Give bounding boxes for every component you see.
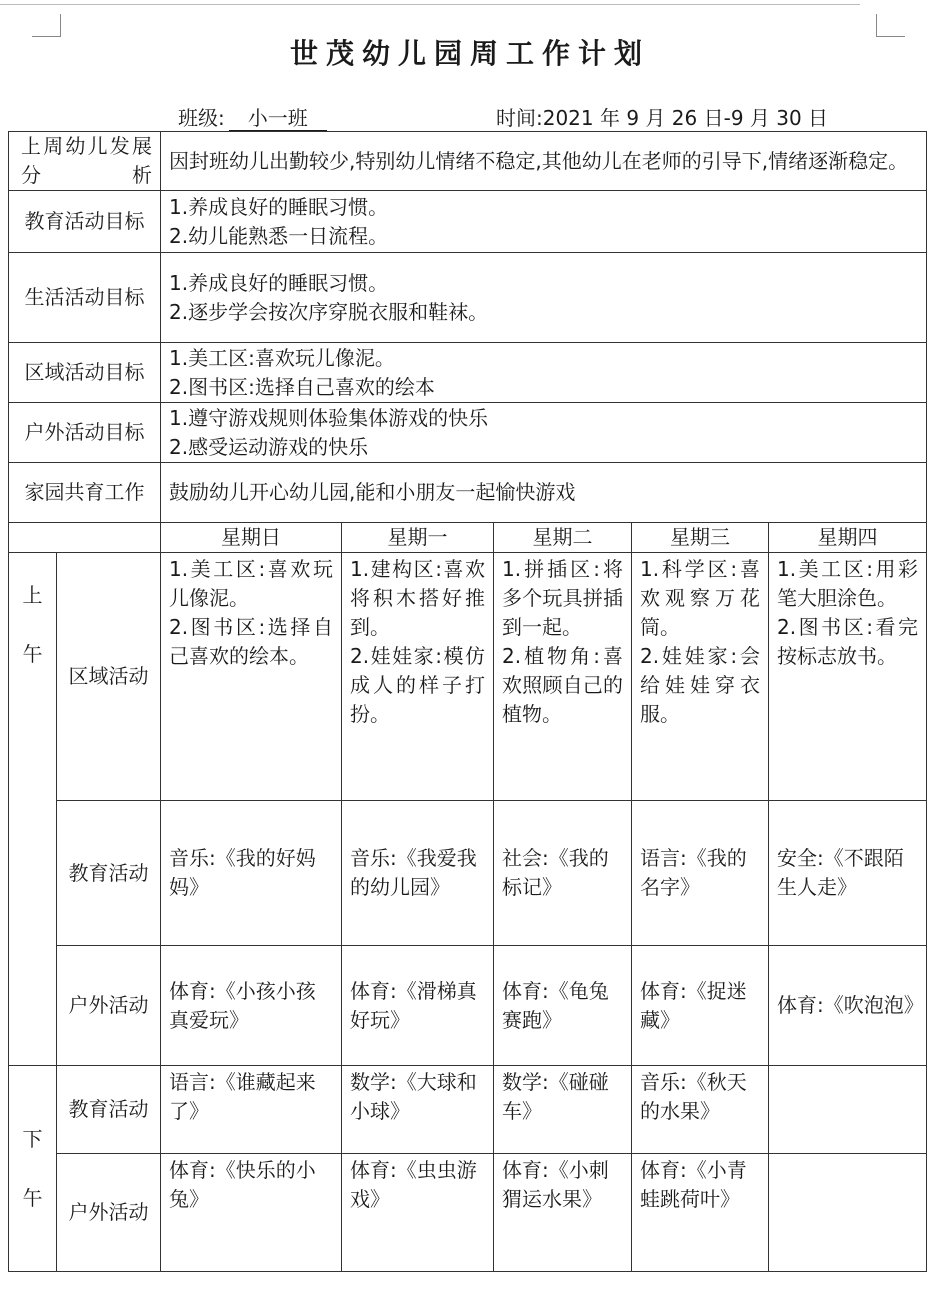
class-label: 班级: xyxy=(178,106,225,130)
label-home-coop: 家园共育工作 xyxy=(9,463,161,523)
label-edu-goal: 教育活动目标 xyxy=(9,191,161,253)
morning-label: 上 午 xyxy=(22,583,43,666)
row-morning-outdoor xyxy=(9,946,927,1066)
class-value: 小一班 xyxy=(229,106,327,131)
label-life-goal: 生活活动目标 xyxy=(9,253,161,343)
row-edu-goal xyxy=(9,191,927,253)
area-goal-line-1: 1.美工区:喜欢玩儿像泥。 xyxy=(169,345,395,370)
label-afternoon-outdoor: 户外活动 xyxy=(57,1154,161,1272)
row-afternoon-outdoor xyxy=(9,1154,927,1272)
content-home-coop: 鼓励幼儿开心幼儿园,能和小朋友一起愉快游戏 xyxy=(161,463,927,523)
edu-goal-line-1: 1.养成良好的睡眠习惯。 xyxy=(169,194,389,219)
morning-section-label xyxy=(9,553,57,1066)
cell-morning-edu-monday: 音乐:《我爱我的幼儿园》 xyxy=(342,801,494,946)
cell-morning-edu-thursday: 安全:《不跟陌生人走》 xyxy=(769,801,927,946)
label-morning-education: 教育活动 xyxy=(57,801,161,946)
edu-goal-line-2: 2.幼儿能熟悉一日流程。 xyxy=(169,223,389,248)
row-home-coop xyxy=(9,463,927,523)
cell-morning-area-wednesday: 1.科学区:喜欢观察万花筒。 2.娃娃家:会给娃娃穿衣服。 xyxy=(632,553,769,801)
area-goal-line-2: 2.图书区:选择自己喜欢的绘本 xyxy=(169,374,435,399)
cell-afternoon-edu-wednesday: 音乐:《秋天的水果》 xyxy=(632,1066,769,1154)
cell-morning-outdoor-thursday: 体育:《吹泡泡》 xyxy=(769,946,927,1066)
content-edu-goal xyxy=(161,191,927,253)
cell-morning-area-thursday: 1.美工区:用彩笔大胆涂色。 2.图书区:看完按标志放书。 xyxy=(769,553,927,801)
day-header-wednesday: 星期三 xyxy=(632,523,769,553)
cell-afternoon-outdoor-wednesday: 体育:《小青蛙跳荷叶》 xyxy=(632,1154,769,1272)
time-info: 时间:2021 年 9 月 26 日-9 月 30 日 xyxy=(496,106,829,130)
content-last-week: 因封班幼儿出勤较少,特别幼儿情绪不稳定,其他幼儿在老师的引导下,情绪逐渐稳定。 xyxy=(161,132,927,191)
life-goal-line-2: 2.逐步学会按次序穿脱衣服和鞋袜。 xyxy=(169,299,489,324)
content-life-goal xyxy=(161,253,927,343)
life-goal-line-1: 1.养成良好的睡眠习惯。 xyxy=(169,270,389,295)
cell-morning-edu-sunday: 音乐:《我的好妈妈》 xyxy=(161,801,342,946)
cell-morning-area-tuesday: 1.拼插区:将多个玩具拼插到一起。 2.植物角:喜欢照顾自己的植物。 xyxy=(494,553,632,801)
cell-afternoon-edu-sunday: 语言:《谁藏起来了》 xyxy=(161,1066,342,1154)
row-outdoor-goal xyxy=(9,403,927,463)
outdoor-goal-line-1: 1.遵守游戏规则体验集体游戏的快乐 xyxy=(169,405,489,430)
weekly-plan-table xyxy=(8,131,927,1272)
scan-top-line xyxy=(0,4,860,5)
day-header-monday: 星期一 xyxy=(342,523,494,553)
cell-afternoon-outdoor-thursday xyxy=(769,1154,927,1272)
row-area-goal xyxy=(9,343,927,403)
label-afternoon-education: 教育活动 xyxy=(57,1066,161,1154)
content-outdoor-goal xyxy=(161,403,927,463)
label-outdoor-goal: 户外活动目标 xyxy=(9,403,161,463)
cell-afternoon-edu-tuesday: 数学:《碰碰车》 xyxy=(494,1066,632,1154)
day-header-thursday: 星期四 xyxy=(769,523,927,553)
cell-morning-outdoor-wednesday: 体育:《捉迷藏》 xyxy=(632,946,769,1066)
cell-afternoon-outdoor-monday: 体育:《虫虫游戏》 xyxy=(342,1154,494,1272)
cell-morning-area-monday: 1.建构区:喜欢将积木搭好推到。 2.娃娃家:模仿成人的样子打扮。 xyxy=(342,553,494,801)
row-life-goal xyxy=(9,253,927,343)
label-last-week: 上周幼儿发展分析 xyxy=(9,132,161,191)
cell-afternoon-edu-monday: 数学:《大球和小球》 xyxy=(342,1066,494,1154)
page-title: 世茂幼儿园周工作计划 xyxy=(289,37,650,70)
cell-morning-outdoor-sunday: 体育:《小孩小孩真爱玩》 xyxy=(161,946,342,1066)
label-morning-outdoor: 户外活动 xyxy=(57,946,161,1066)
label-morning-area: 区域活动 xyxy=(57,553,161,801)
cell-morning-area-sunday: 1.美工区:喜欢玩儿像泥。 2.图书区:选择自己喜欢的绘本。 xyxy=(161,553,342,801)
row-morning-area xyxy=(9,553,927,801)
afternoon-label: 下 午 xyxy=(22,1126,43,1210)
day-header-sunday: 星期日 xyxy=(161,523,342,553)
cell-morning-edu-tuesday: 社会:《我的标记》 xyxy=(494,801,632,946)
row-morning-education xyxy=(9,801,927,946)
cell-afternoon-outdoor-sunday: 体育:《快乐的小兔》 xyxy=(161,1154,342,1272)
row-afternoon-education xyxy=(9,1066,927,1154)
cell-morning-outdoor-tuesday: 体育:《龟兔赛跑》 xyxy=(494,946,632,1066)
row-day-headers xyxy=(9,523,927,553)
day-header-tuesday: 星期二 xyxy=(494,523,632,553)
cell-morning-outdoor-monday: 体育:《滑梯真好玩》 xyxy=(342,946,494,1066)
class-info xyxy=(178,102,327,131)
content-area-goal xyxy=(161,343,927,403)
row-last-week-analysis xyxy=(9,132,927,191)
afternoon-section-label xyxy=(9,1066,57,1272)
cell-afternoon-outdoor-tuesday: 体育:《小刺猬运水果》 xyxy=(494,1154,632,1272)
label-area-goal: 区域活动目标 xyxy=(9,343,161,403)
cell-afternoon-edu-thursday xyxy=(769,1066,927,1154)
outdoor-goal-line-2: 2.感受运动游戏的快乐 xyxy=(169,434,369,459)
day-header-blank xyxy=(9,523,161,553)
cell-morning-edu-wednesday: 语言:《我的名字》 xyxy=(632,801,769,946)
